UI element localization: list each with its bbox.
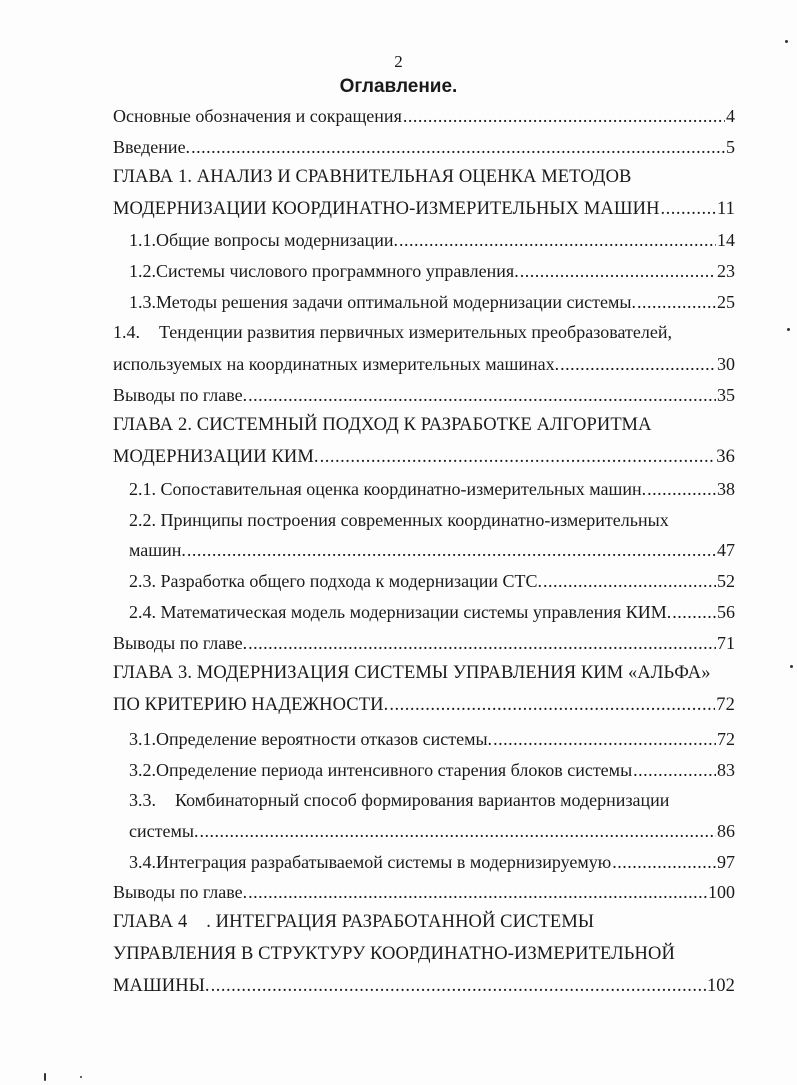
toc-entry-1-2 (129, 261, 735, 282)
scan-speck (44, 1073, 46, 1081)
toc-entry-text: МОДЕРНИЗАЦИИ КООРДИНАТНО-ИЗМЕРИТЕЛЬНЫХ МАШИН (113, 199, 660, 219)
toc-page-number: 38 (717, 479, 735, 499)
toc-entry-text: Введение. (113, 137, 191, 157)
toc-page-number: 86 (717, 821, 735, 841)
toc-entry-text: Комбинаторный способ формирования вариантов модернизации (175, 790, 670, 810)
toc-page-number: 102 (706, 976, 735, 996)
toc-entry-conclusions-2 (113, 633, 735, 654)
toc-entry-text: Основные обозначения и сокращения (113, 106, 402, 126)
toc-entry-3-3 (129, 821, 735, 842)
toc-entry-text: Выводы по главе. (113, 882, 248, 902)
toc-entry-3-1 (129, 729, 735, 750)
toc-page-number: 30 (717, 354, 735, 374)
toc-leader (248, 633, 716, 654)
toc-leader (543, 571, 716, 592)
toc-entry-conclusions-3 (113, 882, 735, 903)
toc-chapter-2-heading (113, 415, 652, 436)
toc-section-number: 3.2. (129, 760, 156, 780)
toc-entry-text: 2.1. Сопоставительная оценка координатно-измерительных машин. (129, 479, 647, 499)
toc-section-number: 1.1. (129, 230, 156, 250)
toc-section-number: 3.4. (129, 852, 156, 872)
toc-entry-3-2 (129, 760, 735, 781)
toc-page-number: 11 (716, 199, 735, 219)
toc-entry-text: Общие вопросы модернизации. (156, 230, 398, 250)
toc-leader (647, 479, 716, 500)
toc-page-number: 72 (716, 695, 735, 715)
toc-entry-chapter-3 (113, 695, 735, 716)
toc-page-number: 14 (717, 230, 735, 250)
toc-entry-text: Интеграция разрабатываемой системы в модернизируемую (156, 852, 612, 872)
toc-entry-text: Системы числового программного управления. (156, 261, 519, 281)
toc-leader (612, 852, 716, 873)
toc-page-number: 72 (717, 729, 735, 749)
toc-entry-text: Тенденции развития первичных измерительных преобразователей, (159, 322, 672, 342)
toc-leader (399, 230, 716, 251)
toc-entry-text: системы. (129, 821, 199, 841)
toc-entry-text: ГЛАВА 1. АНАЛИЗ И СРАВНИТЕЛЬНАЯ ОЦЕНКА МЕТОДОВ (113, 167, 632, 187)
toc-entry-1-4 (113, 354, 735, 375)
toc-leader (248, 385, 716, 406)
toc-section-number: 3.3. (129, 790, 156, 810)
page-number: 2 (394, 52, 403, 71)
page-title: Оглавление. (339, 76, 458, 97)
toc-entry-text: ГЛАВА 3. МОДЕРНИЗАЦИЯ СИСТЕМЫ УПРАВЛЕНИЯ КИМ «АЛЬФА» (113, 663, 711, 683)
toc-section-number: 1.2. (129, 261, 156, 281)
toc-leader (520, 261, 716, 282)
toc-entry-text: машин. (129, 540, 186, 560)
toc-chapter-1-heading (113, 167, 632, 188)
toc-entry-text: МАШИНЫ. (113, 976, 210, 996)
toc-entry-text: 2.4. Математическая модель модернизации системы управления КИМ. (129, 602, 672, 622)
toc-page-number: 25 (717, 292, 735, 312)
toc-entry-1-1 (129, 230, 735, 251)
toc-entry-text: ГЛАВА 2. СИСТЕМНЫЙ ПОДХОД К РАЗРАБОТКЕ АЛГОРИТМА (113, 415, 652, 435)
toc-chapter-4-heading (113, 912, 594, 933)
toc-page-number: 4 (726, 106, 735, 126)
toc-page-number: 97 (717, 852, 735, 872)
toc-entry-conclusions-1 (113, 385, 735, 406)
toc-entry-text: Определение периода интенсивного старения блоков системы (156, 760, 633, 780)
toc-page-number: 47 (717, 540, 735, 560)
toc-leader (672, 602, 716, 623)
toc-page-number: 36 (716, 447, 735, 467)
toc-page-number: 83 (717, 760, 735, 780)
toc-leader (560, 354, 716, 375)
toc-leader (191, 137, 725, 158)
toc-entry-text: Выводы по главе. (113, 633, 248, 653)
toc-entry-chapter-4 (113, 976, 735, 997)
toc-entry-text: используемых на координатных измерительных машинах. (113, 354, 560, 374)
toc-page-number: 23 (717, 261, 735, 281)
toc-entry-2-2-heading (129, 510, 669, 531)
toc-leader (211, 976, 706, 997)
toc-page-number: 71 (717, 633, 735, 653)
toc-entry-text: ГЛАВА 4 . ИНТЕГРАЦИЯ РАЗРАБОТАННОЙ СИСТЕМЫ (113, 912, 595, 932)
toc-entry-chapter-1 (113, 199, 735, 220)
toc-page-number: 100 (708, 882, 735, 902)
scan-speck (785, 40, 788, 43)
toc-page-number: 56 (717, 602, 735, 622)
toc-leader (389, 695, 715, 716)
toc-leader (493, 729, 716, 750)
toc-entry-intro (113, 137, 735, 158)
scan-speck (787, 328, 790, 331)
toc-entry-1-4-heading (113, 322, 672, 343)
toc-entry-notation (113, 106, 735, 127)
toc-leader (633, 760, 716, 781)
toc-page-number: 5 (726, 137, 735, 157)
toc-entry-text: УПРАВЛЕНИЯ В СТРУКТУРУ КООРДИНАТНО-ИЗМЕРИТЕЛЬНОЙ (113, 944, 675, 964)
toc-entry-2-3 (129, 571, 735, 592)
toc-entry-text: Методы решения задачи оптимальной модернизации системы. (156, 292, 636, 312)
toc-entry-3-4 (129, 852, 735, 873)
toc-entry-chapter-2 (113, 447, 735, 468)
scan-speck (790, 665, 793, 668)
toc-entry-text: ПО КРИТЕРИЮ НАДЕЖНОСТИ. (113, 695, 389, 715)
toc-page-number: 35 (717, 385, 735, 405)
toc-entry-text: Определение вероятности отказов системы. (156, 729, 493, 749)
toc-entry-text: Выводы по главе. (113, 385, 248, 405)
toc-entry-text: МОДЕРНИЗАЦИИ КИМ. (113, 447, 319, 467)
toc-entry-3-3-heading (129, 790, 669, 811)
toc-section-number: 1.3. (129, 292, 156, 312)
toc-entry-2-2 (129, 540, 735, 561)
toc-chapter-4-heading-line2 (113, 944, 675, 965)
scan-speck (80, 1076, 82, 1078)
toc-leader (661, 199, 716, 220)
toc-leader (199, 821, 716, 842)
toc-page-number: 52 (717, 571, 735, 591)
toc-chapter-3-heading (113, 663, 711, 684)
toc-leader (248, 882, 707, 903)
toc-entry-text: 2.3. Разработка общего подхода к модернизации СТС. (129, 571, 543, 591)
toc-entry-2-4 (129, 602, 735, 623)
toc-leader (403, 106, 725, 127)
toc-entry-2-1 (129, 479, 735, 500)
toc-section-number: 1.4. (113, 322, 140, 342)
toc-section-number: 3.1. (129, 729, 156, 749)
toc-leader (320, 447, 716, 468)
toc-entry-1-3 (129, 292, 735, 313)
toc-leader (637, 292, 716, 313)
toc-leader (187, 540, 716, 561)
toc-entry-text: 2.2. Принципы построения современных координатно-измерительных (129, 510, 669, 530)
